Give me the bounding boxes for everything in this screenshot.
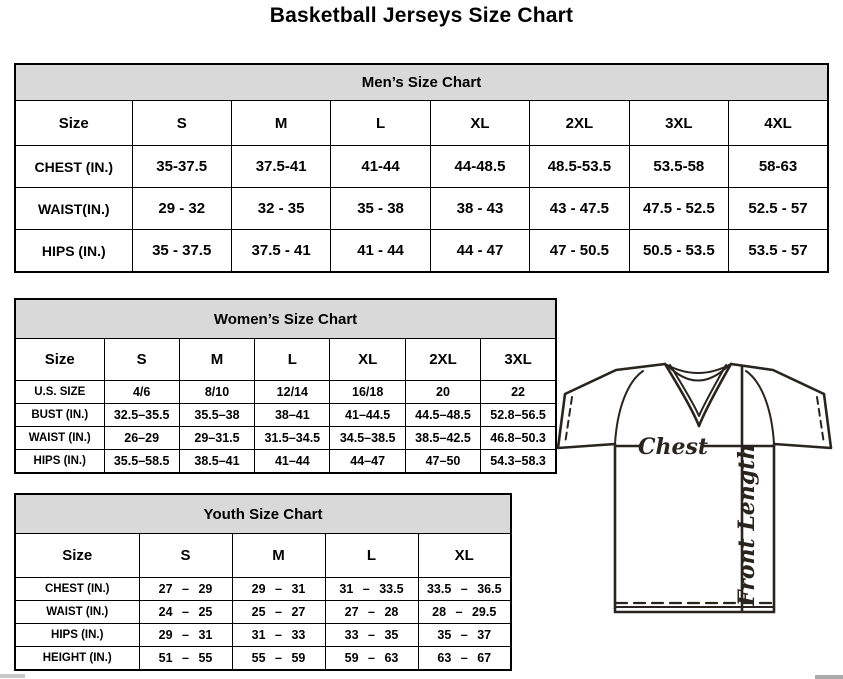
column-header: XL xyxy=(418,534,511,578)
size-value-cell: 31 – 33 xyxy=(232,624,325,647)
table-row xyxy=(15,624,511,647)
row-label: U.S. SIZE xyxy=(15,381,104,404)
row-label: HEIGHT (IN.) xyxy=(15,647,139,671)
column-header: XL xyxy=(430,101,529,146)
size-value-cell: 51 – 55 xyxy=(139,647,232,671)
table-row xyxy=(15,230,828,273)
table-row xyxy=(15,381,556,404)
size-value-cell: 26–29 xyxy=(104,427,179,450)
size-value-cell: 53.5-58 xyxy=(629,146,728,188)
size-value-cell: 48.5-53.5 xyxy=(530,146,629,188)
column-header: M xyxy=(231,101,330,146)
size-value-cell: 34.5–38.5 xyxy=(330,427,405,450)
jersey-measurement-diagram xyxy=(553,354,843,630)
table-row xyxy=(15,578,511,601)
column-header: S xyxy=(132,101,231,146)
row-label: WAIST(IN.) xyxy=(15,188,132,230)
size-value-cell: 24 – 25 xyxy=(139,601,232,624)
size-value-cell: 55 – 59 xyxy=(232,647,325,671)
size-value-cell: 52.5 - 57 xyxy=(729,188,828,230)
size-value-cell: 44 - 47 xyxy=(430,230,529,273)
youth-chart-title: Youth Size Chart xyxy=(15,494,511,534)
column-header: M xyxy=(232,534,325,578)
column-header: 2XL xyxy=(405,339,480,381)
front-length-label: Front Length xyxy=(734,443,760,606)
table-row xyxy=(15,146,828,188)
size-value-cell: 16/18 xyxy=(330,381,405,404)
horizontal-scrollbar-fragment-right[interactable] xyxy=(815,675,843,679)
column-header: 2XL xyxy=(530,101,629,146)
size-value-cell: 41–44.5 xyxy=(330,404,405,427)
men-chart-title: Men’s Size Chart xyxy=(15,64,828,101)
column-header: L xyxy=(255,339,330,381)
size-value-cell: 12/14 xyxy=(255,381,330,404)
size-value-cell: 33 – 35 xyxy=(325,624,418,647)
size-value-cell: 29 - 32 xyxy=(132,188,231,230)
size-value-cell: 27 – 28 xyxy=(325,601,418,624)
size-value-cell: 59 – 63 xyxy=(325,647,418,671)
column-header: L xyxy=(331,101,430,146)
size-value-cell: 28 – 29.5 xyxy=(418,601,511,624)
size-value-cell: 38–41 xyxy=(255,404,330,427)
youth-size-chart-table xyxy=(14,493,512,671)
column-header: Size xyxy=(15,101,132,146)
column-header: S xyxy=(104,339,179,381)
size-value-cell: 38 - 43 xyxy=(430,188,529,230)
page-title: Basketball Jerseys Size Chart xyxy=(269,4,574,27)
size-value-cell: 4/6 xyxy=(104,381,179,404)
size-value-cell: 32 - 35 xyxy=(231,188,330,230)
size-value-cell: 44.5–48.5 xyxy=(405,404,480,427)
row-label: CHEST (IN.) xyxy=(15,146,132,188)
column-header-row xyxy=(15,534,511,578)
column-header: Size xyxy=(15,339,104,381)
size-value-cell: 41-44 xyxy=(331,146,430,188)
column-header: XL xyxy=(330,339,405,381)
size-value-cell: 22 xyxy=(481,381,556,404)
size-value-cell: 37.5-41 xyxy=(231,146,330,188)
size-value-cell: 35 - 37.5 xyxy=(132,230,231,273)
size-value-cell: 29–31.5 xyxy=(179,427,254,450)
size-value-cell: 29 – 31 xyxy=(232,578,325,601)
size-value-cell: 31 – 33.5 xyxy=(325,578,418,601)
size-value-cell: 47.5 - 52.5 xyxy=(629,188,728,230)
size-value-cell: 35.5–58.5 xyxy=(104,450,179,474)
row-label: HIPS (IN.) xyxy=(15,450,104,474)
size-value-cell: 29 – 31 xyxy=(139,624,232,647)
table-row xyxy=(15,404,556,427)
table-row xyxy=(15,450,556,474)
table-row xyxy=(15,601,511,624)
size-value-cell: 63 – 67 xyxy=(418,647,511,671)
row-label: CHEST (IN.) xyxy=(15,578,139,601)
column-header: 4XL xyxy=(729,101,828,146)
size-value-cell: 27 – 29 xyxy=(139,578,232,601)
column-header: L xyxy=(325,534,418,578)
size-value-cell: 46.8–50.3 xyxy=(481,427,556,450)
size-value-cell: 44–47 xyxy=(330,450,405,474)
size-value-cell: 35-37.5 xyxy=(132,146,231,188)
size-value-cell: 8/10 xyxy=(179,381,254,404)
size-value-cell: 47–50 xyxy=(405,450,480,474)
jersey-outline xyxy=(558,364,831,612)
size-value-cell: 50.5 - 53.5 xyxy=(629,230,728,273)
womens-size-chart-table xyxy=(14,298,557,474)
column-header: 3XL xyxy=(629,101,728,146)
row-label: BUST (IN.) xyxy=(15,404,104,427)
row-label: HIPS (IN.) xyxy=(15,624,139,647)
row-label: WAIST (IN.) xyxy=(15,601,139,624)
mens-size-chart-table xyxy=(14,63,829,273)
size-value-cell: 37.5 - 41 xyxy=(231,230,330,273)
size-value-cell: 43 - 47.5 xyxy=(530,188,629,230)
size-value-cell: 58-63 xyxy=(729,146,828,188)
size-value-cell: 33.5 – 36.5 xyxy=(418,578,511,601)
women-chart-title: Women’s Size Chart xyxy=(15,299,556,339)
size-value-cell: 38.5–42.5 xyxy=(405,427,480,450)
column-header: Size xyxy=(15,534,139,578)
column-header: 3XL xyxy=(481,339,556,381)
table-row xyxy=(15,427,556,450)
size-value-cell: 35.5–38 xyxy=(179,404,254,427)
size-value-cell: 32.5–35.5 xyxy=(104,404,179,427)
size-value-cell: 44-48.5 xyxy=(430,146,529,188)
column-header: S xyxy=(139,534,232,578)
table-row xyxy=(15,647,511,671)
size-value-cell: 53.5 - 57 xyxy=(729,230,828,273)
size-value-cell: 41 - 44 xyxy=(331,230,430,273)
table-row xyxy=(15,188,828,230)
size-value-cell: 52.8–56.5 xyxy=(481,404,556,427)
size-value-cell: 47 - 50.5 xyxy=(530,230,629,273)
size-value-cell: 54.3–58.3 xyxy=(481,450,556,474)
size-value-cell: 35 - 38 xyxy=(331,188,430,230)
size-value-cell: 38.5–41 xyxy=(179,450,254,474)
size-value-cell: 25 – 27 xyxy=(232,601,325,624)
size-value-cell: 41–44 xyxy=(255,450,330,474)
size-value-cell: 35 – 37 xyxy=(418,624,511,647)
row-label: WAIST (IN.) xyxy=(15,427,104,450)
column-header-row xyxy=(15,101,828,146)
size-value-cell: 31.5–34.5 xyxy=(255,427,330,450)
chest-label: Chest xyxy=(637,434,709,460)
row-label: HIPS (IN.) xyxy=(15,230,132,273)
horizontal-scrollbar-fragment-left[interactable] xyxy=(0,674,25,678)
column-header-row xyxy=(15,339,556,381)
column-header: M xyxy=(179,339,254,381)
size-value-cell: 20 xyxy=(405,381,480,404)
